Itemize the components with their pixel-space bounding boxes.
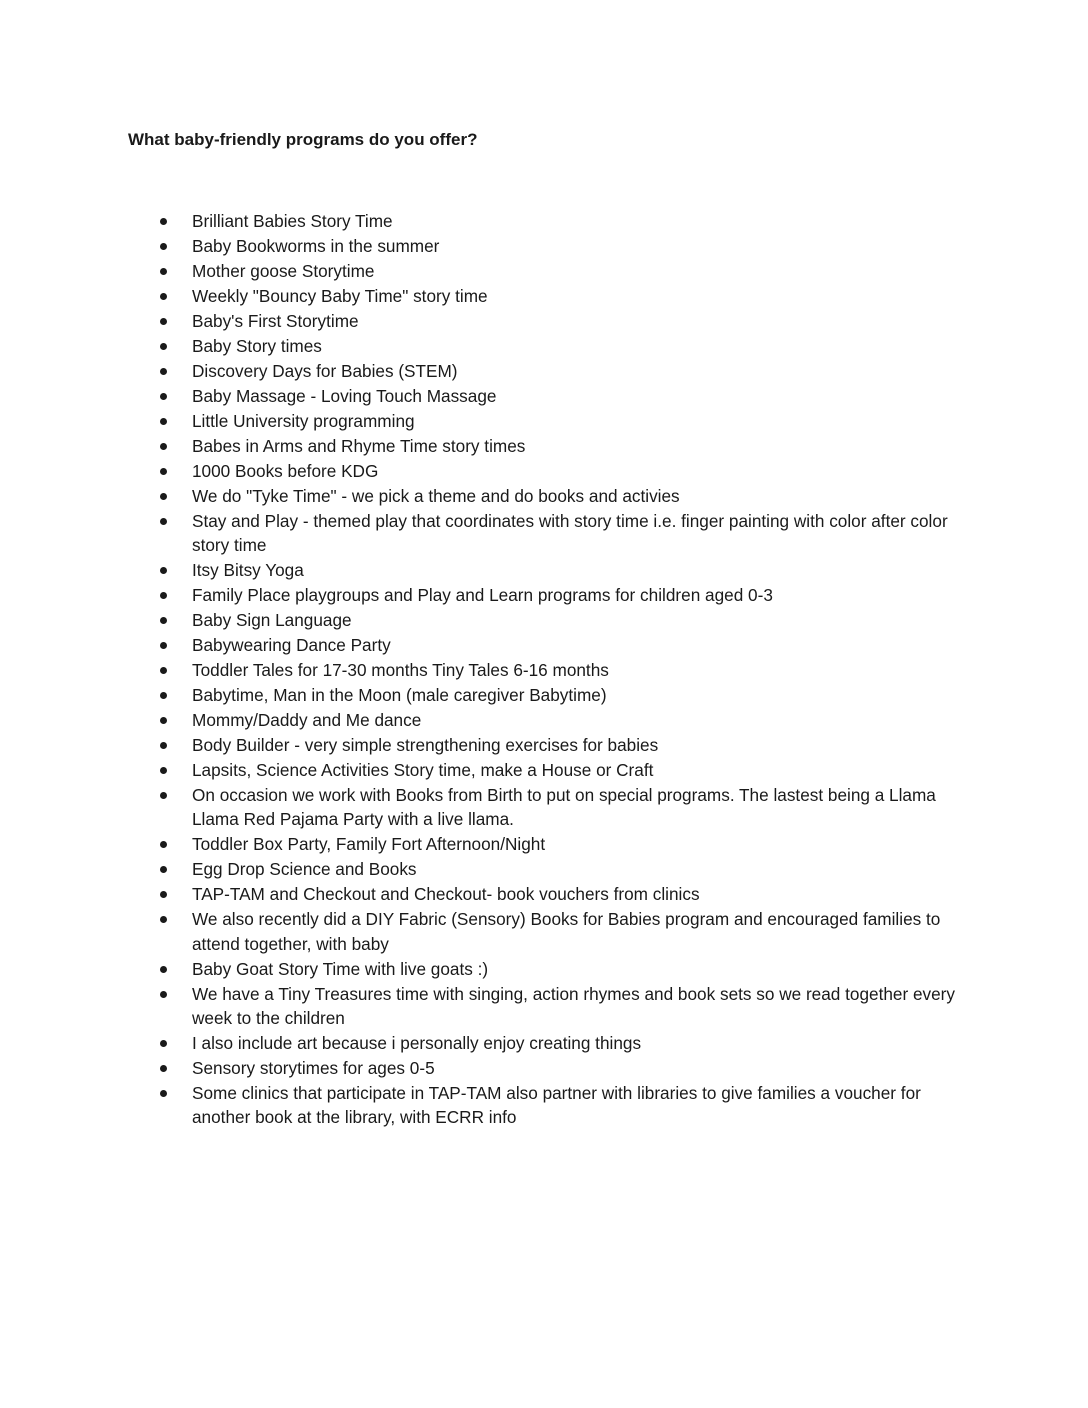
bullet-icon (160, 293, 167, 300)
bullet-icon (160, 468, 167, 475)
list-item (160, 957, 960, 981)
list-item (160, 583, 960, 607)
list-item (160, 409, 960, 433)
list-item (160, 1056, 960, 1080)
list-item (160, 708, 960, 732)
list-item (160, 1031, 960, 1055)
list-item-text: Family Place playgroups and Play and Learn programs for children aged 0-3 (192, 585, 773, 606)
list-item (160, 558, 960, 582)
bullet-icon (160, 343, 167, 350)
list-item (160, 882, 960, 906)
list-item (160, 459, 960, 483)
list-item-text: Toddler Tales for 17-30 months Tiny Tales 6-16 months (192, 660, 609, 681)
list-item (160, 384, 960, 408)
list-item-text: Baby Sign Language (192, 610, 352, 631)
list-item (160, 209, 960, 233)
bullet-icon (160, 1090, 167, 1097)
bullet-icon (160, 443, 167, 450)
bullet-icon (160, 742, 167, 749)
list-item-text: Weekly "Bouncy Baby Time" story time (192, 286, 488, 306)
bullet-icon (160, 268, 167, 275)
list-item-text: Sensory storytimes for ages 0-5 (192, 1057, 435, 1078)
list-item (160, 733, 960, 757)
bullet-icon (160, 767, 167, 774)
list-item (160, 758, 960, 782)
list-item (160, 334, 960, 358)
list-item-text: Mommy/Daddy and Me dance (192, 710, 422, 731)
bullet-icon (160, 667, 167, 674)
list-item-text: Baby's First Storytime (192, 311, 359, 331)
list-item-text: Baby Story times (192, 336, 322, 356)
list-item (160, 259, 960, 283)
bullet-icon (160, 916, 167, 923)
bullet-icon (160, 891, 167, 898)
list-item (160, 434, 960, 458)
list-item (160, 284, 960, 308)
bullet-icon (160, 567, 167, 574)
list-item-text: Babywearing Dance Party (192, 635, 391, 656)
list-item (160, 982, 960, 1030)
list-item-text: I also include art because i personally enjoy creating things (192, 1032, 642, 1053)
list-item (160, 484, 960, 508)
bullet-icon (160, 991, 167, 998)
bullet-icon (160, 966, 167, 973)
bullet-icon (160, 518, 167, 525)
list-item (160, 509, 960, 557)
list-item-text: We do "Tyke Time" - we pick a theme and do books and activies (192, 486, 680, 506)
bullet-icon (160, 493, 167, 500)
list-item-text: We have a Tiny Treasures time with singing, action rhymes and book sets so we read together every week to the children (192, 983, 955, 1028)
list-item (160, 633, 960, 657)
bullet-icon (160, 692, 167, 699)
bullet-icon (160, 1040, 167, 1047)
list-item-text: Little University programming (192, 411, 415, 431)
list-item-text: Mother goose Storytime (192, 261, 375, 281)
list-item-text: We also recently did a DIY Fabric (Sensory) Books for Babies program and encouraged families to attend together, with baby (192, 909, 941, 954)
bullet-icon (160, 393, 167, 400)
list-item-text: Brilliant Babies Story Time (192, 211, 393, 231)
list-item-text: TAP-TAM and Checkout and Checkout- book vouchers from clinics (192, 884, 700, 905)
bullet-icon (160, 218, 167, 225)
list-item (160, 359, 960, 383)
bullet-icon (160, 318, 167, 325)
list-item-text: Babytime, Man in the Moon (male caregiver Babytime) (192, 685, 607, 706)
bullet-icon (160, 866, 167, 873)
list-item-text: Stay and Play - themed play that coordinates with story time i.e. finger painting with color after color story time (192, 511, 948, 556)
list-item (160, 683, 960, 707)
list-item-text: On occasion we work with Books from Birth to put on special programs. The lastest being a Llama Llama Red Pajama Party with a live llama. (192, 785, 936, 830)
bullet-icon (160, 841, 167, 848)
list-item-text: Baby Bookworms in the summer (192, 236, 440, 256)
list-item (160, 309, 960, 333)
bullet-icon (160, 1065, 167, 1072)
list-item-text: Babes in Arms and Rhyme Time story times (192, 436, 526, 456)
bullet-icon (160, 717, 167, 724)
bullet-icon (160, 617, 167, 624)
bullet-icon (160, 642, 167, 649)
bullet-icon (160, 792, 167, 799)
list-item (160, 234, 960, 258)
bullet-icon (160, 368, 167, 375)
program-list (160, 209, 960, 1130)
list-item-text: Discovery Days for Babies (STEM) (192, 361, 458, 381)
list-item (160, 907, 960, 955)
document-heading: What baby-friendly programs do you offer? (128, 130, 478, 149)
list-item (160, 783, 960, 831)
list-item (160, 608, 960, 632)
list-item-text: Some clinics that participate in TAP-TAM also partner with libraries to give families a voucher for another book at the library, with ECRR info (192, 1082, 921, 1128)
list-item (160, 658, 960, 682)
bullet-icon (160, 418, 167, 425)
bullet-icon (160, 592, 167, 599)
bullet-icon (160, 243, 167, 250)
list-item (160, 1081, 960, 1129)
list-item-text: Body Builder - very simple strengthening exercises for babies (192, 735, 659, 756)
list-item-text: Baby Goat Story Time with live goats :) (192, 958, 489, 979)
list-item-text: Itsy Bitsy Yoga (192, 560, 304, 581)
list-item-text: Baby Massage - Loving Touch Massage (192, 386, 497, 406)
list-item-text: Toddler Box Party, Family Fort Afternoon/Night (192, 834, 546, 855)
list-item (160, 832, 960, 856)
list-item-text: 1000 Books before KDG (192, 461, 379, 481)
list-item-text: Egg Drop Science and Books (192, 859, 417, 880)
list-item (160, 857, 960, 881)
list-item-text: Lapsits, Science Activities Story time, make a House or Craft (192, 760, 654, 781)
